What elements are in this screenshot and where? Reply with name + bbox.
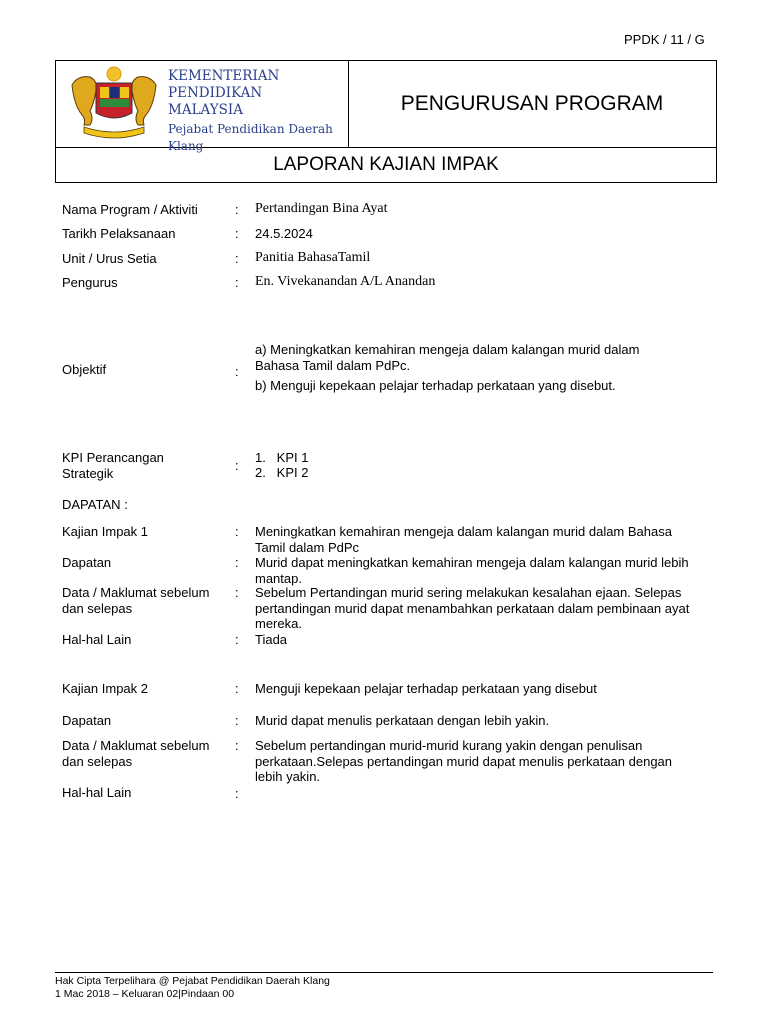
footer-rule — [55, 972, 713, 973]
other-matters-2-label: Hal-hal Lain — [62, 785, 132, 800]
data-info-2-label: Data / Maklumat sebelum dan selepas — [62, 738, 210, 769]
colon: : — [235, 786, 239, 801]
ministry-line-3: MALAYSIA — [168, 102, 243, 118]
findings-1-value: Murid dapat meningkatkan kemahiran mengeja dalam kalangan murid lebih mantap. — [255, 555, 689, 586]
manager-label: Pengurus — [62, 275, 118, 290]
colon: : — [235, 681, 239, 696]
findings-heading: DAPATAN : — [62, 497, 128, 512]
logo-cell — [56, 61, 349, 153]
colon: : — [235, 738, 239, 753]
colon: : — [235, 585, 239, 600]
ministry-line-1: KEMENTERIAN — [168, 68, 280, 84]
office-name: Pejabat Pendidikan Daerah Klang — [168, 122, 333, 153]
kpi-item-2: 2. KPI 2 — [255, 465, 309, 480]
ministry-line-2: PENDIDIKAN — [168, 85, 263, 101]
footer-copyright: Hak Cipta Terpelihara @ Pejabat Pendidikan Daerah Klang — [55, 975, 330, 987]
other-matters-1-value: Tiada — [255, 632, 288, 647]
colon: : — [235, 458, 239, 473]
header-table — [55, 60, 717, 183]
objective-b: b) Menguji kepekaan pelajar terhadap perkataan yang disebut. — [255, 378, 616, 393]
data-info-1-value: Sebelum Pertandingan murid sering melakukan kesalahan ejaan. Selepas pertandingan murid dapat menambahkan perkataan dalam pembinaan ayat mereka. — [255, 585, 690, 631]
kpi-item-1: 1. KPI 1 — [255, 450, 309, 465]
document-reference: PPDK / 11 / G — [624, 32, 705, 47]
impact-study-1-label: Kajian Impak 1 — [62, 524, 148, 539]
program-name-label: Nama Program / Aktiviti — [62, 202, 198, 217]
kpi-label: KPI Perancangan Strategik — [62, 450, 164, 481]
report-title: LAPORAN KAJIAN IMPAK — [273, 154, 499, 175]
footer-version: 1 Mac 2018 – Keluaran 02|Pindaan 00 — [55, 988, 235, 1000]
data-info-2-value: Sebelum pertandingan murid-murid kurang yakin dengan penulisan perkataan.Selepas pertandingan murid dapat menulis perkataan dengan lebih yakin. — [255, 738, 673, 784]
unit-value: Panitia BahasaTamil — [255, 250, 371, 265]
findings-1-label: Dapatan — [62, 555, 112, 570]
ministry-name — [168, 68, 348, 155]
colon: : — [235, 202, 239, 217]
objective-a: a) Meningkatkan kemahiran mengeja dalam kalangan murid dalam Bahasa Tamil dalam PdPc. — [255, 342, 640, 373]
colon: : — [235, 251, 239, 266]
colon: : — [235, 632, 239, 647]
colon: : — [235, 524, 239, 539]
colon: : — [235, 364, 239, 379]
unit-label: Unit / Urus Setia — [62, 251, 157, 266]
header-top-row — [56, 61, 716, 153]
impact-study-2-label: Kajian Impak 2 — [62, 681, 148, 696]
manager-value: En. Vivekanandan A/L Anandan — [255, 274, 436, 289]
colon: : — [235, 275, 239, 290]
colon: : — [235, 713, 239, 728]
findings-2-label: Dapatan — [62, 713, 112, 728]
colon: : — [235, 226, 239, 241]
program-name-value: Pertandingan Bina Ayat — [255, 201, 388, 216]
document-title: PENGURUSAN PROGRAM — [400, 92, 664, 115]
coat-of-arms-logo — [64, 65, 164, 143]
impact-study-2-value: Menguji kepekaan pelajar terhadap perkataan yang disebut — [255, 681, 597, 696]
findings-2-value: Murid dapat menulis perkataan dengan lebih yakin. — [255, 713, 550, 728]
date-value: 24.5.2024 — [255, 226, 313, 241]
other-matters-1-label: Hal-hal Lain — [62, 632, 132, 647]
data-info-1-label: Data / Maklumat sebelum dan selepas — [62, 585, 210, 616]
impact-study-1-value: Meningkatkan kemahiran mengeja dalam kalangan murid dalam Bahasa Tamil dalam PdPc — [255, 524, 672, 555]
date-label: Tarikh Pelaksanaan — [62, 226, 176, 241]
objective-label: Objektif — [62, 362, 107, 377]
colon: : — [235, 555, 239, 570]
